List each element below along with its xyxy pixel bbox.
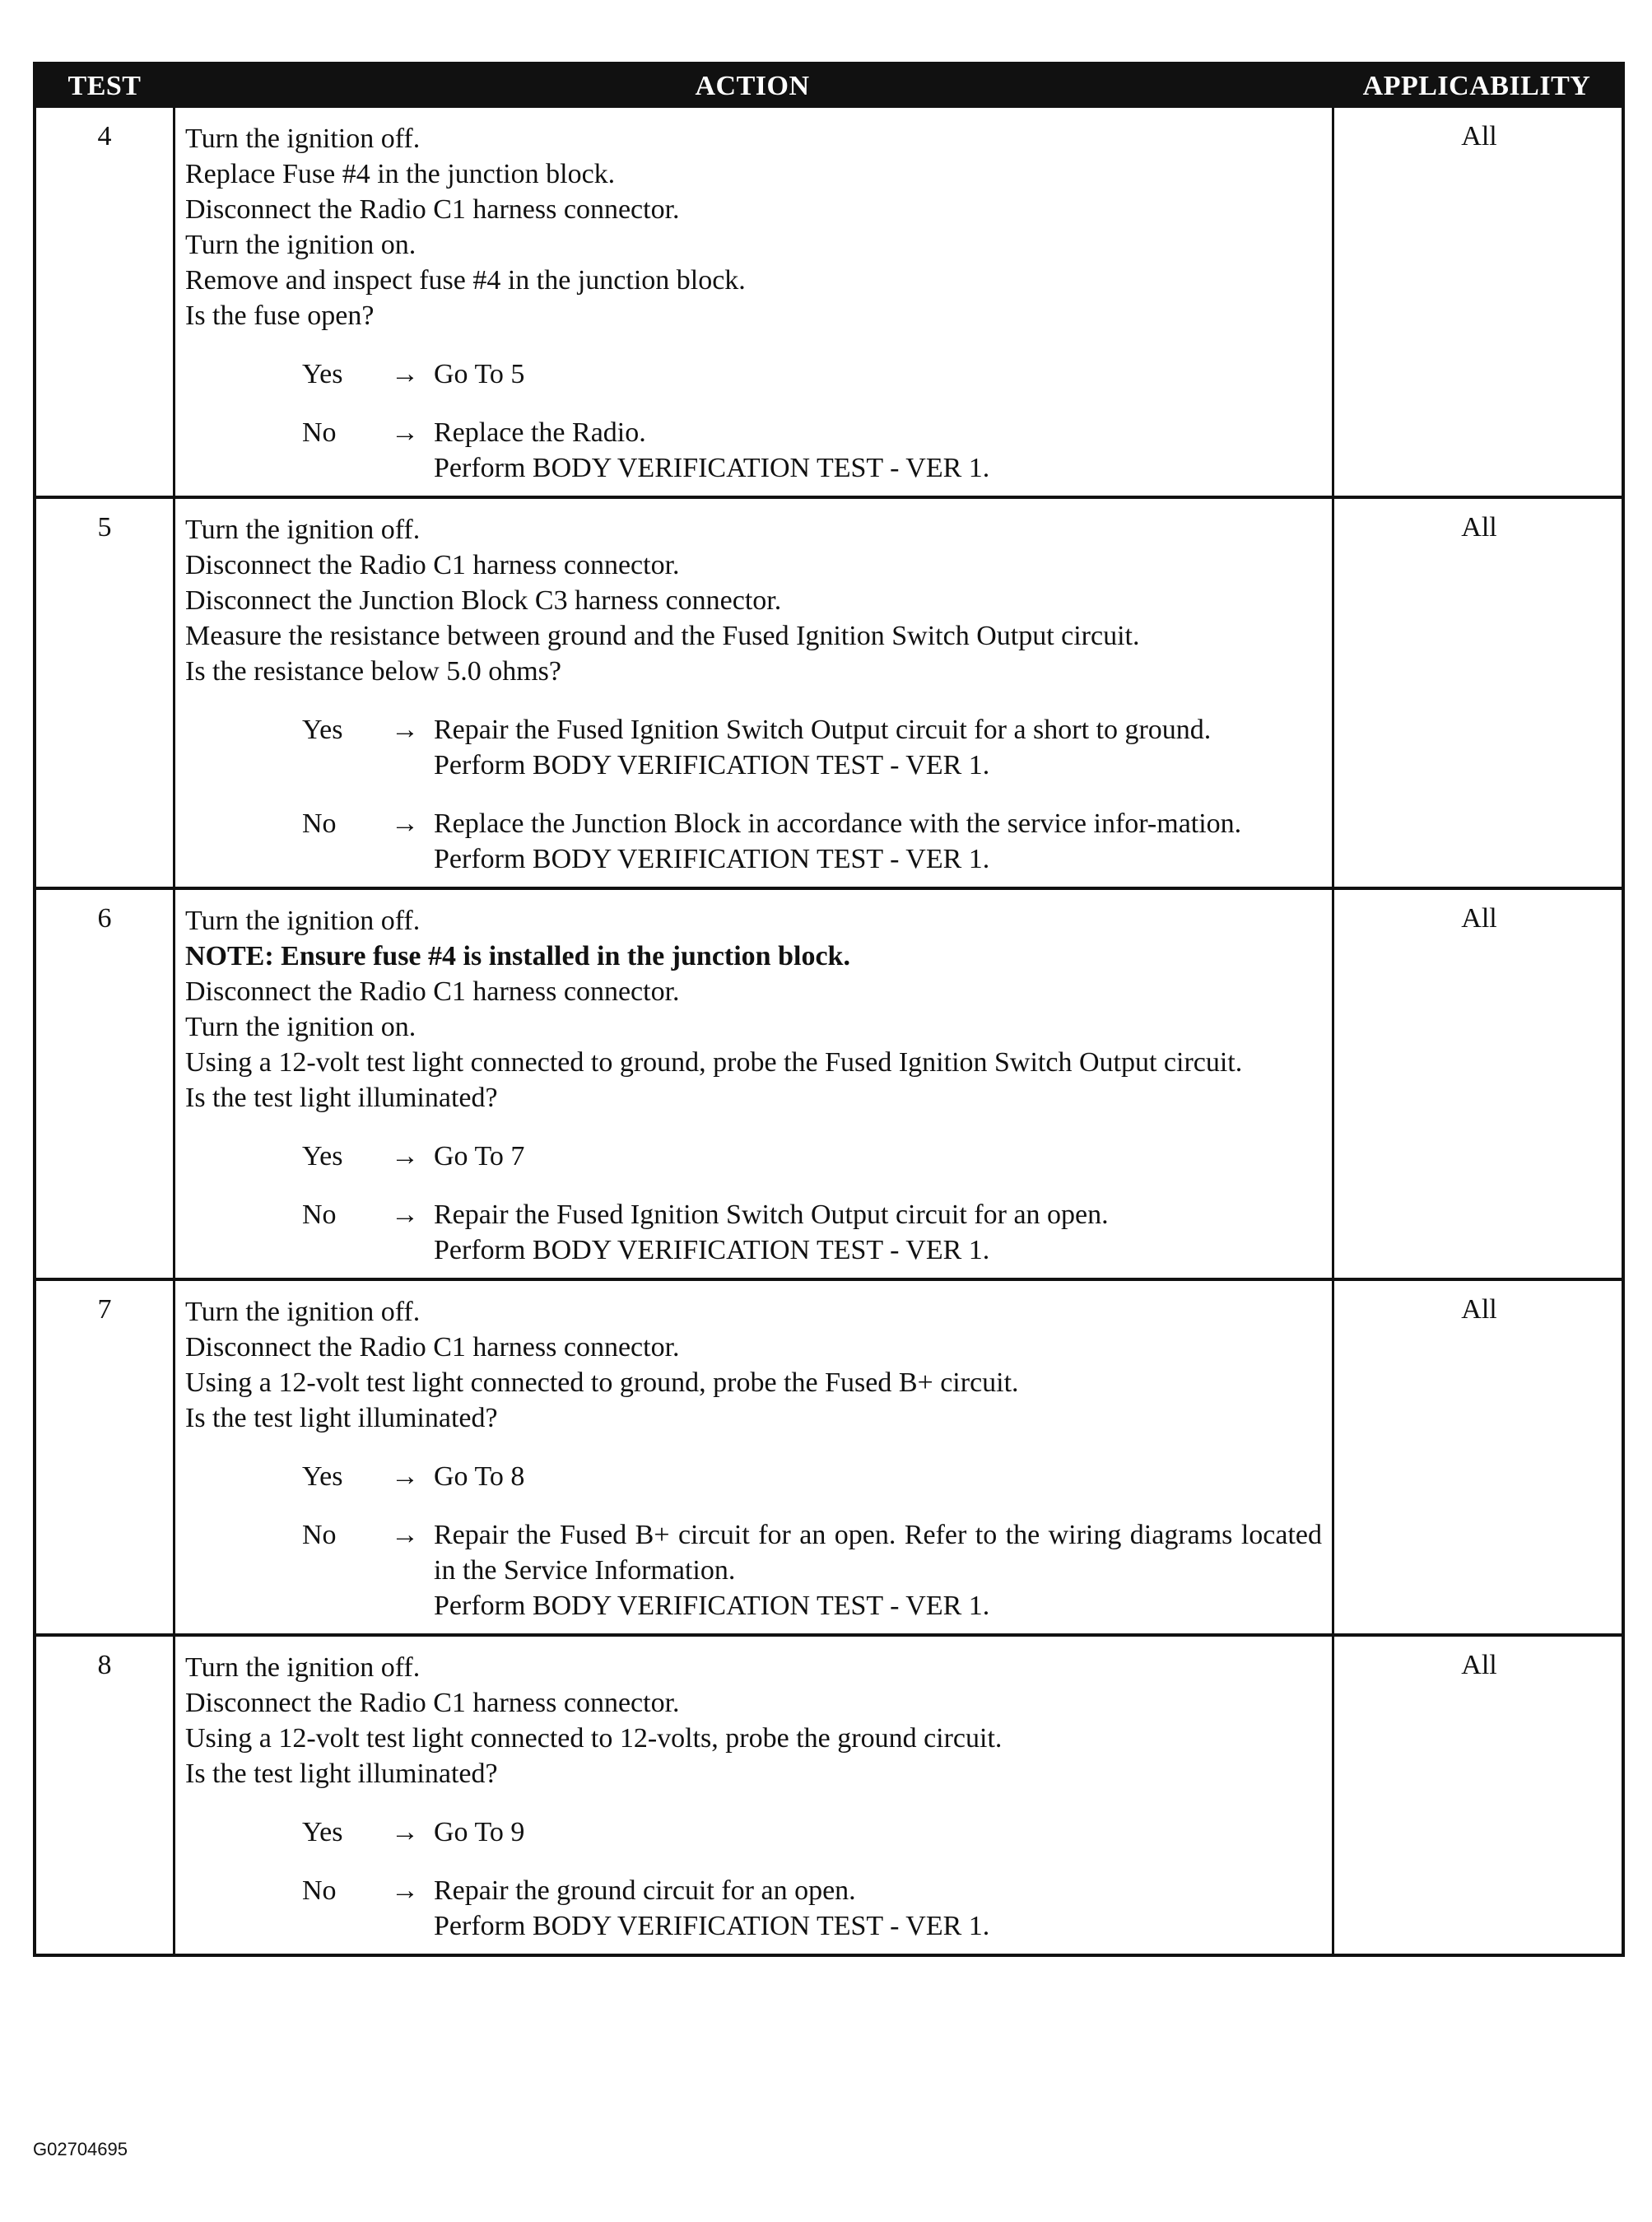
branch-label: Yes — [302, 359, 343, 389]
action-step: Is the test light illuminated? — [185, 1083, 498, 1113]
branch-result-line: Perform BODY VERIFICATION TEST - VER 1. — [434, 1235, 990, 1265]
branch-yes — [185, 1459, 1322, 1494]
table-row — [36, 1278, 1622, 1633]
branch-label: Yes — [302, 715, 343, 745]
branch-label: No — [302, 808, 337, 839]
arrow-right-icon: → — [391, 808, 419, 839]
branch-label: No — [302, 1520, 337, 1550]
table-header — [36, 65, 1622, 108]
action-step: Turn the ignition off. — [185, 906, 421, 936]
branch-label: Yes — [302, 1461, 343, 1492]
applicability-cell: All — [1461, 903, 1497, 934]
test-number: 6 — [36, 890, 175, 1278]
action-step: Turn the ignition on. — [185, 230, 416, 260]
arrow-right-icon: → — [391, 417, 419, 448]
applicability-cell: All — [1461, 121, 1497, 151]
branch-result — [434, 1139, 1322, 1174]
arrow-right-icon: → — [391, 359, 419, 389]
branch-label: No — [302, 1875, 337, 1906]
action-cell — [175, 890, 1334, 1278]
branch-label: Yes — [302, 1141, 343, 1172]
action-cell — [175, 1281, 1334, 1633]
action-step: Is the fuse open? — [185, 300, 375, 331]
applicability-cell: All — [1461, 512, 1497, 543]
action-step: Turn the ignition off. — [185, 1652, 421, 1683]
branch-result-line: Perform BODY VERIFICATION TEST - VER 1. — [434, 844, 990, 874]
branch-label: Yes — [302, 1817, 343, 1847]
arrow-right-icon: → — [391, 715, 419, 745]
action-step: Turn the ignition off. — [185, 515, 421, 545]
branch-result-line: Perform BODY VERIFICATION TEST - VER 1. — [434, 750, 990, 780]
table-row — [36, 496, 1622, 887]
action-step: Using a 12-volt test light connected to 12-volts, probe the ground circuit. — [185, 1723, 1003, 1754]
action-step: Disconnect the Radio C1 harness connector. — [185, 976, 680, 1007]
action-cell — [175, 499, 1334, 887]
arrow-right-icon: → — [391, 1875, 419, 1906]
figure-id: G02704695 — [33, 2139, 128, 2159]
branch-yes — [185, 1139, 1322, 1174]
branch-result-line: Go To 9 — [434, 1817, 525, 1847]
applicability-cell: All — [1461, 1650, 1497, 1680]
branch-result — [434, 712, 1322, 783]
branch-result-line: Perform BODY VERIFICATION TEST - VER 1. — [434, 1591, 990, 1621]
branch-result-line: Repair the Fused Ignition Switch Output circuit for an open. — [434, 1200, 1109, 1230]
action-step: Is the test light illuminated? — [185, 1403, 498, 1433]
branch-result-line: Repair the Fused Ignition Switch Output circuit for a short to ground. — [434, 715, 1212, 745]
action-step: Is the test light illuminated? — [185, 1759, 498, 1789]
table-row — [36, 887, 1622, 1278]
header-action: ACTION — [695, 71, 810, 101]
arrow-right-icon: → — [391, 1461, 419, 1492]
branch-yes — [185, 1814, 1322, 1850]
action-step: Disconnect the Radio C1 harness connector. — [185, 194, 680, 225]
branch-result-line: Go To 5 — [434, 359, 525, 389]
action-cell — [175, 1637, 1334, 1954]
arrow-right-icon: → — [391, 1141, 419, 1172]
branch-result — [434, 356, 1322, 392]
action-step: Remove and inspect fuse #4 in the junction block. — [185, 265, 746, 296]
branch-result-line: Replace the Radio. — [434, 417, 646, 448]
test-number: 4 — [36, 108, 175, 496]
branch-result-line: Perform BODY VERIFICATION TEST - VER 1. — [434, 1911, 990, 1941]
arrow-right-icon: → — [391, 1817, 419, 1847]
header-test: TEST — [67, 71, 142, 101]
branch-label: No — [302, 1200, 337, 1230]
action-step: Turn the ignition off. — [185, 1297, 421, 1327]
branch-result — [434, 806, 1322, 877]
action-note: NOTE: Ensure fuse #4 is installed in the junction block. — [185, 941, 850, 971]
branch-result-line: Perform BODY VERIFICATION TEST - VER 1. — [434, 453, 990, 483]
table-row — [36, 108, 1622, 496]
applicability-cell: All — [1461, 1294, 1497, 1325]
arrow-right-icon: → — [391, 1200, 419, 1230]
branch-result — [434, 415, 1322, 486]
branch-result — [434, 1517, 1322, 1623]
action-cell — [175, 108, 1334, 496]
action-step: Disconnect the Junction Block C3 harness connector. — [185, 585, 782, 616]
action-step: Is the resistance below 5.0 ohms? — [185, 656, 561, 687]
branch-result — [434, 1459, 1322, 1494]
branch-no — [185, 806, 1322, 877]
diagnostic-test-table — [33, 62, 1625, 1957]
test-number: 7 — [36, 1281, 175, 1633]
action-step: Using a 12-volt test light connected to ground, probe the Fused B+ circuit. — [185, 1367, 1019, 1398]
branch-result-line: Go To 7 — [434, 1141, 525, 1172]
branch-result — [434, 1197, 1322, 1268]
table-row — [36, 1633, 1622, 1954]
arrow-right-icon: → — [391, 1520, 419, 1550]
branch-result — [434, 1814, 1322, 1850]
test-number: 8 — [36, 1637, 175, 1954]
branch-result-line: Replace the Junction Block in accordance with the service infor-mation. — [434, 808, 1242, 839]
action-step: Turn the ignition on. — [185, 1012, 416, 1042]
action-step: Replace Fuse #4 in the junction block. — [185, 159, 616, 189]
table-body — [36, 108, 1622, 1954]
action-step: Disconnect the Radio C1 harness connector. — [185, 550, 680, 580]
action-step: Disconnect the Radio C1 harness connector. — [185, 1688, 680, 1718]
action-step: Turn the ignition off. — [185, 123, 421, 154]
header-applicability: APPLICABILITY — [1362, 71, 1591, 101]
branch-result-line: Repair the Fused B+ circuit for an open. Refer to the wiring diagrams located in the Service Information. — [434, 1520, 1322, 1586]
branch-result-line: Go To 8 — [434, 1461, 525, 1492]
branch-no — [185, 1197, 1322, 1268]
action-step: Measure the resistance between ground and the Fused Ignition Switch Output circuit. — [185, 621, 1140, 651]
test-number: 5 — [36, 499, 175, 887]
branch-yes — [185, 356, 1322, 392]
branch-no — [185, 415, 1322, 486]
action-step: Using a 12-volt test light connected to ground, probe the Fused Ignition Switch Output circuit. — [185, 1047, 1243, 1078]
branch-yes — [185, 712, 1322, 783]
branch-result-line: Repair the ground circuit for an open. — [434, 1875, 856, 1906]
branch-no — [185, 1517, 1322, 1623]
branch-label: No — [302, 417, 337, 448]
branch-result — [434, 1873, 1322, 1944]
action-step: Disconnect the Radio C1 harness connector. — [185, 1332, 680, 1363]
branch-no — [185, 1873, 1322, 1944]
